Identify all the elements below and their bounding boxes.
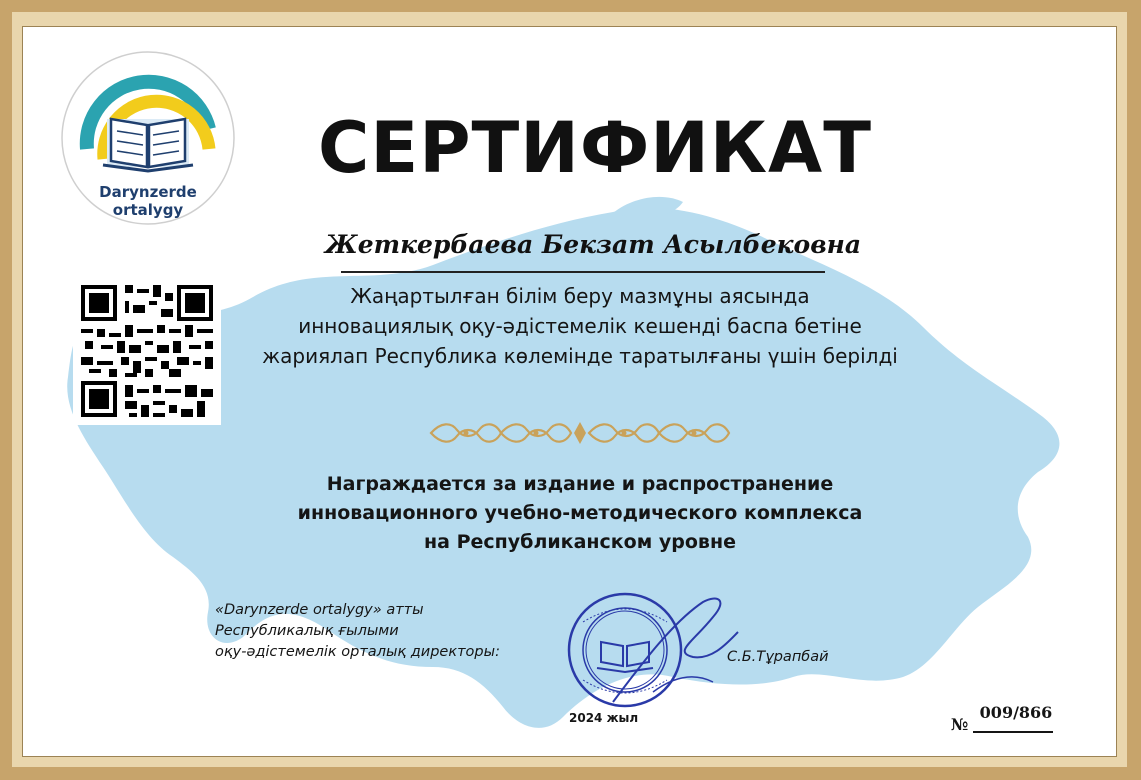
official-stamp	[553, 582, 753, 712]
signer-name: С.Б.Тұрапбай	[727, 649, 829, 665]
qr-code	[73, 277, 221, 425]
darynzerde-logo	[59, 49, 237, 227]
kazakh-line-1: Жаңартылған білім беру мазмұны аясында	[350, 284, 810, 308]
name-underline	[341, 271, 825, 273]
number-label: №	[951, 715, 969, 734]
russian-line-1: Награждается за издание и распространение	[326, 473, 834, 495]
issue-year: 2024 жыл	[569, 711, 639, 725]
kazakh-line-2: инновациялық оқу-әдістемелік кешенді баспа бетіне	[298, 314, 862, 338]
kazakh-line-3: жариялап Республика көлемінде таратылғаны үшін берілді	[262, 344, 898, 368]
director-line-3: оқу-әдістемелік орталық директоры:	[215, 644, 500, 660]
russian-line-3: на Республиканском уровне	[424, 531, 736, 553]
certificate-title: СЕРТИФИКАТ	[318, 107, 872, 189]
director-title	[215, 600, 595, 663]
director-line-1: «Darynzerde ortalygy» атты	[215, 602, 424, 618]
logo-text-line1: Darynzerde	[99, 183, 197, 201]
number-underline	[973, 731, 1053, 733]
logo-text-line2: ortalygy	[112, 201, 184, 219]
recipient-name: Жеткербаева Бекзат Асылбековна	[324, 230, 862, 259]
certificate-number: 009/866	[979, 703, 1053, 722]
ornament-divider	[427, 416, 733, 450]
russian-description	[255, 470, 905, 557]
certificate-sheet	[22, 26, 1117, 757]
director-line-2: Республикалық ғылыми	[215, 623, 399, 639]
russian-line-2: инновационного учебно-методического комплекса	[297, 502, 863, 524]
kazakh-description	[235, 281, 925, 371]
